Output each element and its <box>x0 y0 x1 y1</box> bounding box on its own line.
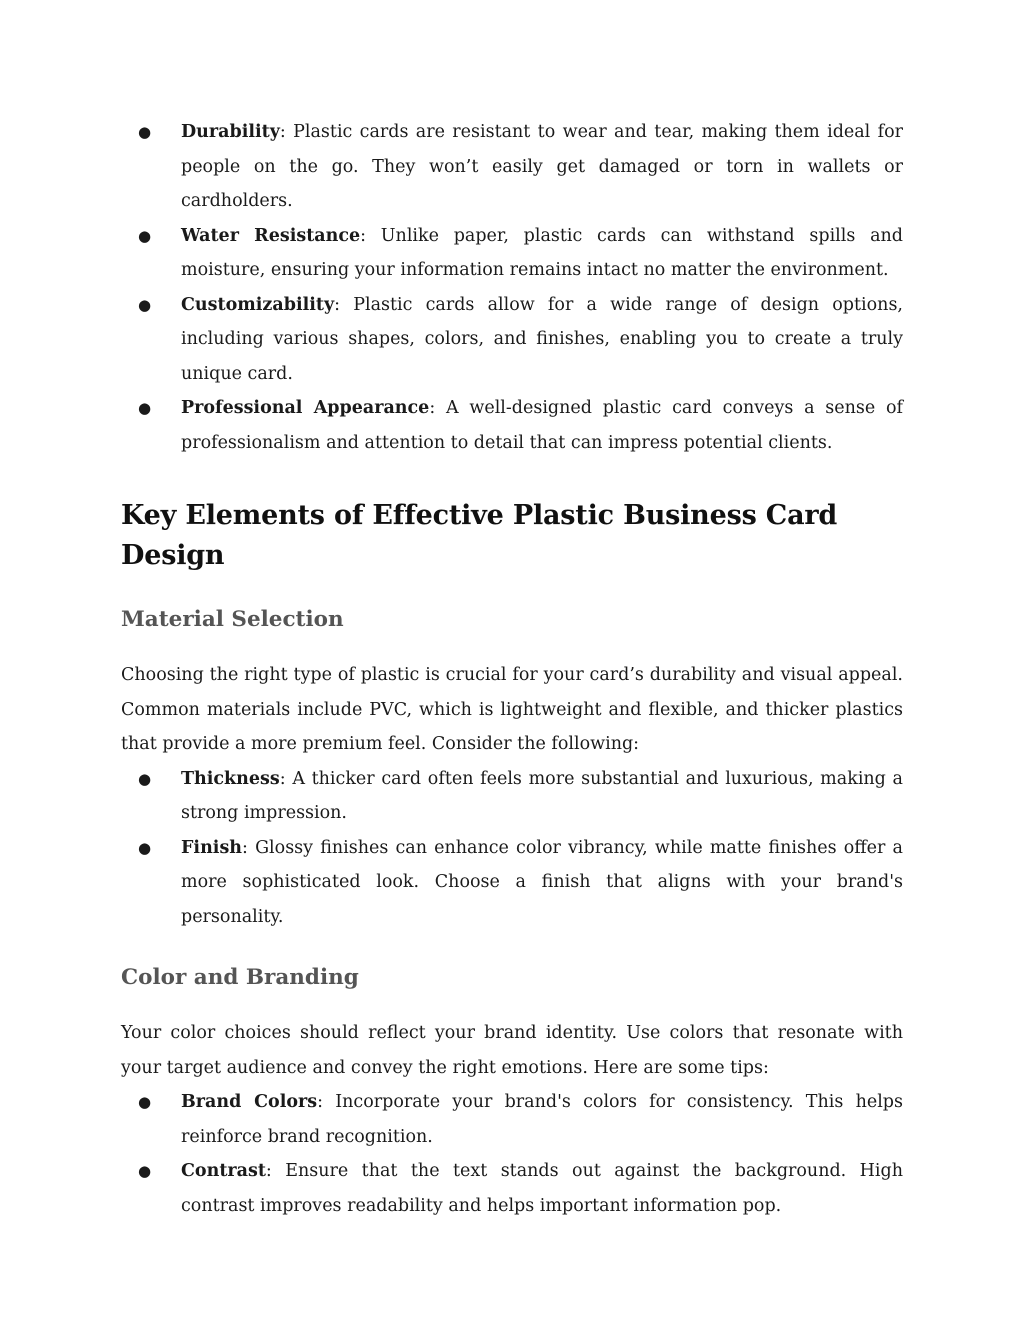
list-item <box>121 288 903 392</box>
list-item-term: Customizability <box>181 294 335 315</box>
material-list <box>121 762 903 935</box>
list-item-term: Brand Colors <box>181 1092 318 1112</box>
list-item-term: Professional Appearance <box>181 398 430 418</box>
color-paragraph: Your color choices should reflect your brand identity. Use colors that resonate with your target audience and convey the right emotions. Here are some tips: <box>121 1023 903 1078</box>
list-item-text: : Plastic cards allow for a wide range of design options, including various shapes, colors, and finishes, enabling you to create a truly unique card. <box>181 294 903 384</box>
section-heading: Key Elements of Effective Plastic Business Card Design <box>121 500 838 571</box>
list-item <box>121 762 903 831</box>
bullet-icon: ● <box>138 399 152 417</box>
list-item-term: Contrast <box>181 1161 266 1181</box>
list-item-text: : A thicker card often feels more substantial and luxurious, making a strong impression. <box>181 768 903 823</box>
list-item-text: : Ensure that the text stands out against the background. High contrast improves readability and helps important information pop. <box>181 1161 903 1216</box>
list-item-text: : A well-designed plastic card conveys a sense of professionalism and attention to detail that can impress potential clients. <box>181 398 904 453</box>
bullet-icon: ● <box>138 226 152 245</box>
list-item-text: : Glossy finishes can enhance color vibrancy, while matte finishes offer a more sophisticated look. Choose a finish that aligns with your brand's personality. <box>181 837 903 927</box>
list-item <box>121 219 903 288</box>
bullet-icon: ● <box>138 769 152 788</box>
list-item-term: Finish <box>181 837 243 858</box>
list-item <box>121 115 903 219</box>
list-item <box>121 831 903 935</box>
list-item-text: : Incorporate your brand's colors for consistency. This helps reinforce brand recognition. <box>181 1092 903 1147</box>
list-item <box>121 1154 903 1223</box>
bullet-icon: ● <box>138 1162 152 1180</box>
color-list <box>121 1085 903 1223</box>
bullet-icon: ● <box>138 295 152 314</box>
list-item-text: : Unlike paper, plastic cards can withstand spills and moisture, ensuring your information remains intact no matter the environment. <box>181 225 903 280</box>
bullet-icon: ● <box>138 1093 152 1111</box>
color-heading: Color and Branding <box>121 965 359 990</box>
list-item-term: Durability <box>181 122 280 142</box>
list-item-term: Water Resistance <box>181 225 361 246</box>
list-item <box>121 391 903 460</box>
benefits-list <box>121 115 903 460</box>
material-paragraph: Choosing the right type of plastic is crucial for your card’s durability and visual appeal. Common materials include PVC, which is lightweight and flexible, and thicker plastics that provide a more premium feel. Consider the following: <box>121 665 903 754</box>
list-item-term: Thickness <box>181 768 280 789</box>
bullet-icon: ● <box>138 123 152 141</box>
list-item-text: : Plastic cards are resistant to wear and tear, making them ideal for people on the go. They won’t easily get damaged or torn in wallets or cardholders. <box>181 122 903 211</box>
material-heading: Material Selection <box>121 607 344 632</box>
bullet-icon: ● <box>138 838 152 857</box>
list-item <box>121 1085 903 1154</box>
